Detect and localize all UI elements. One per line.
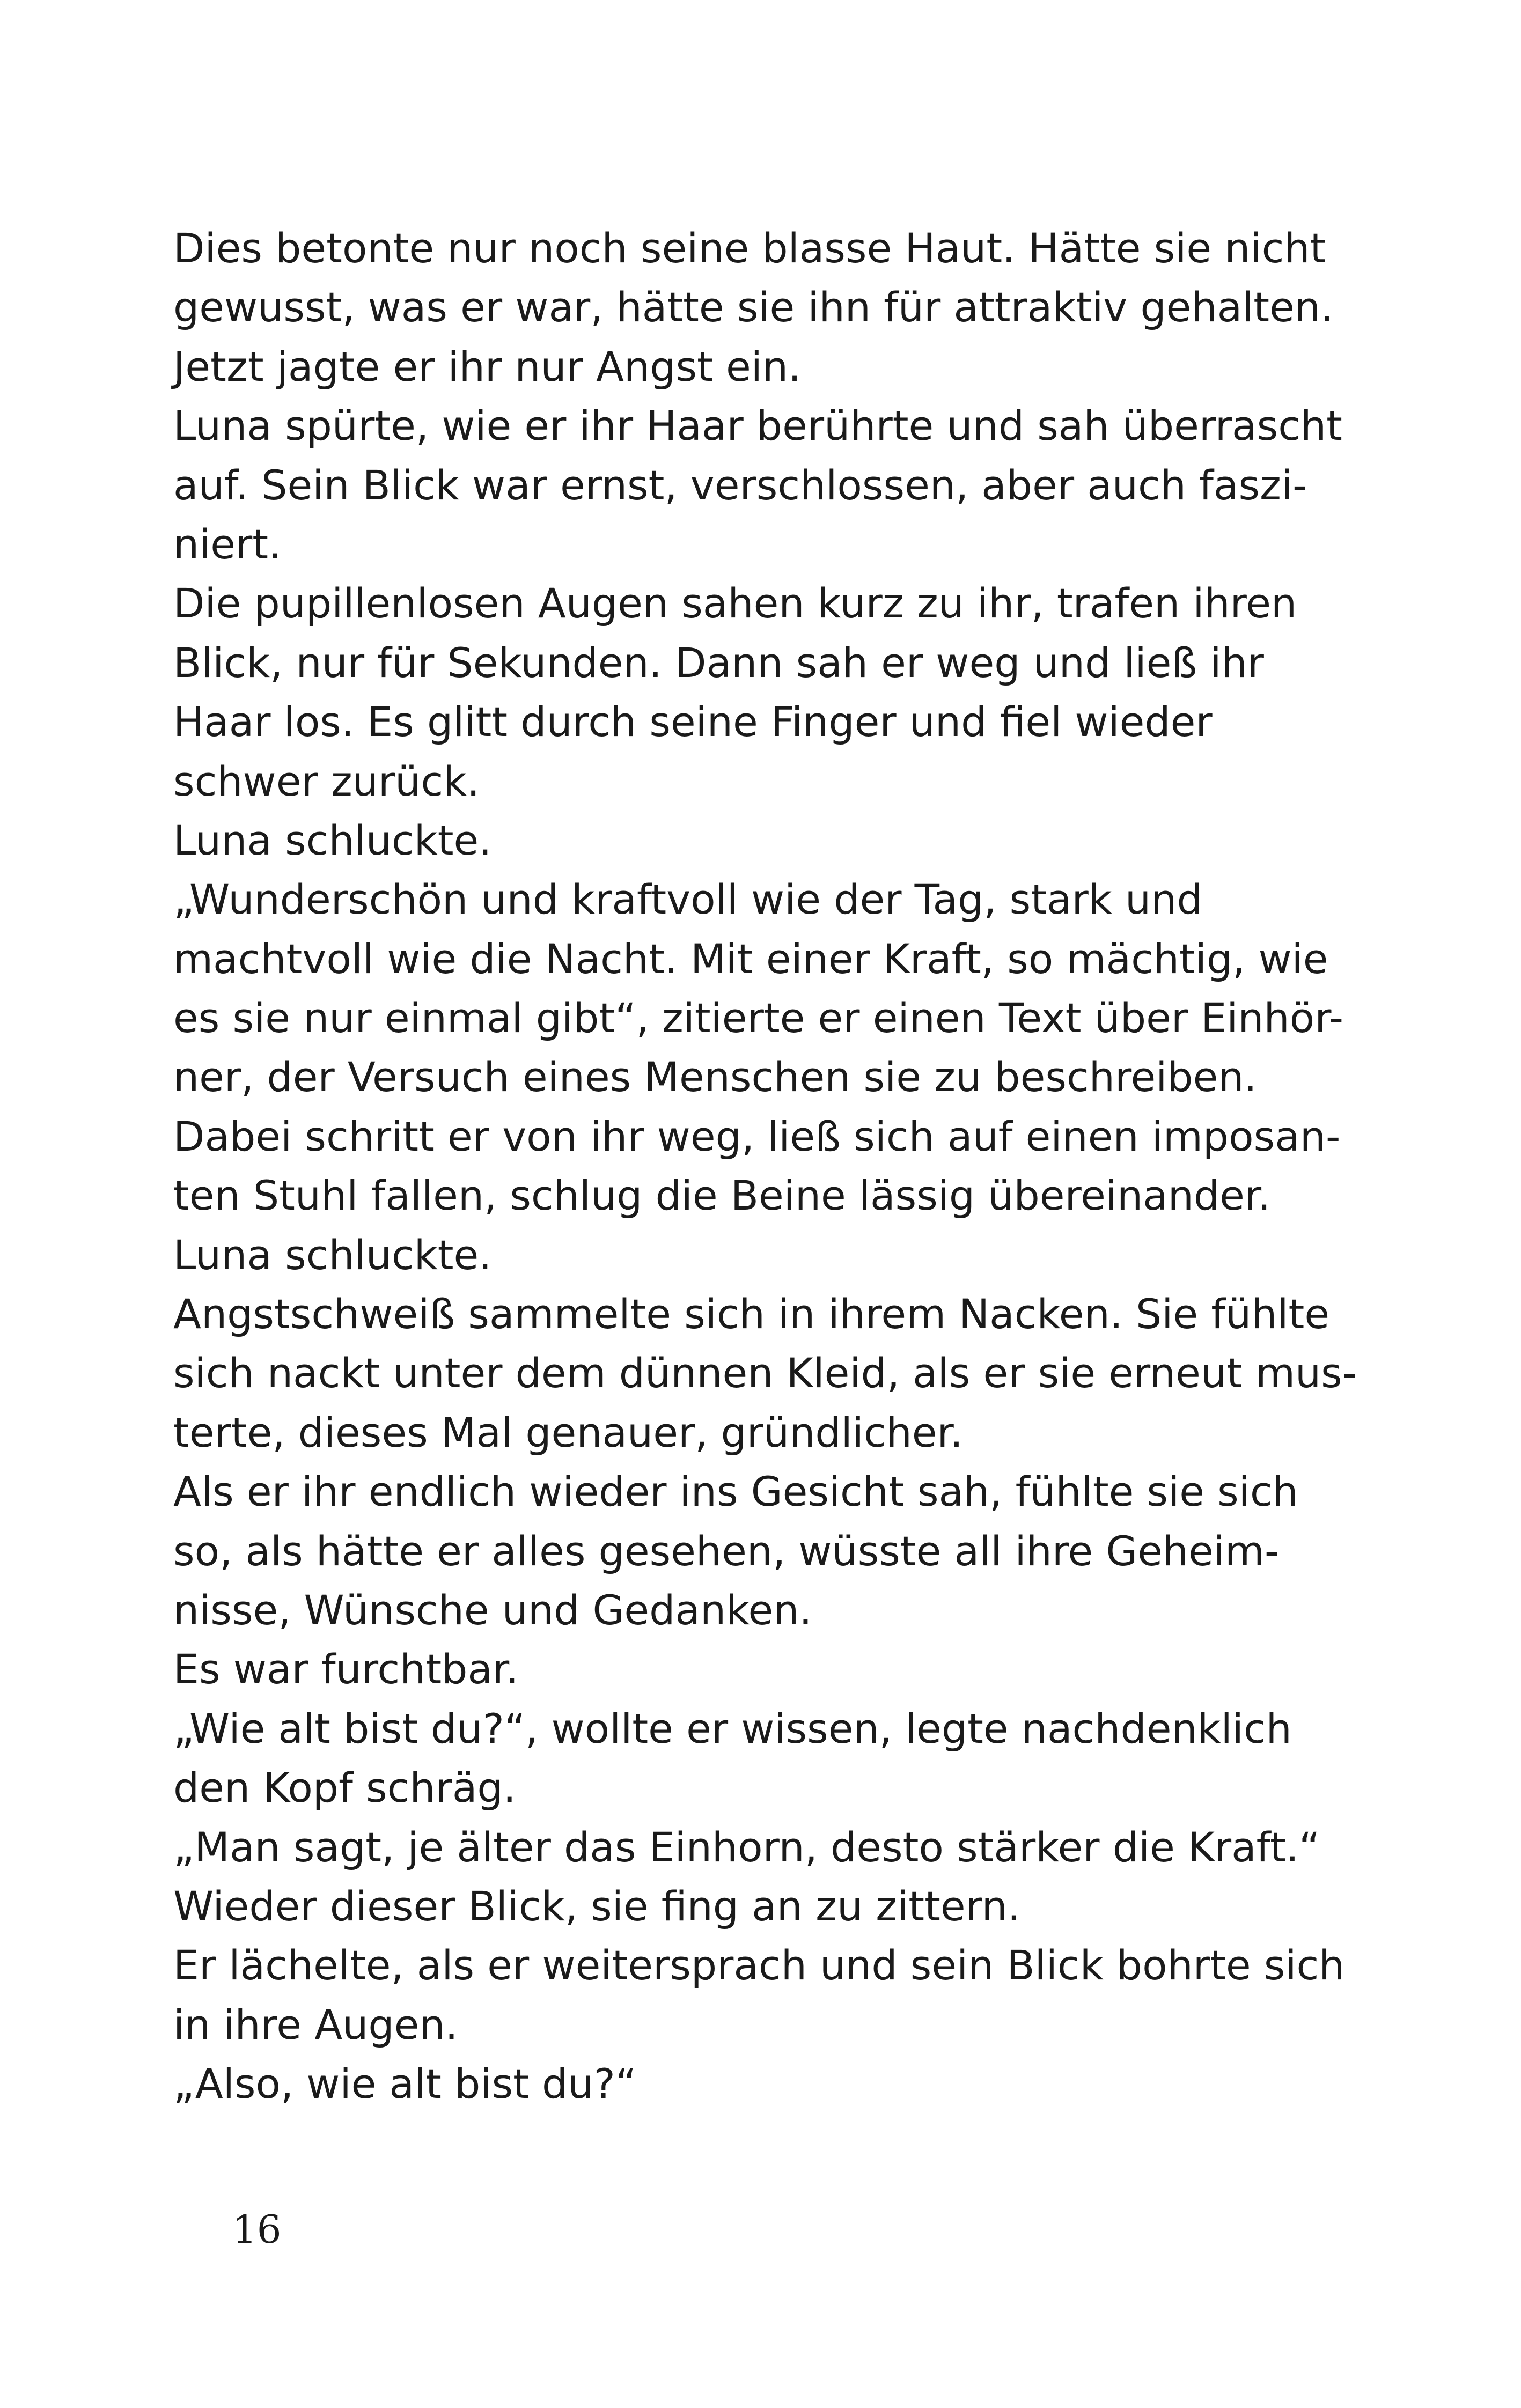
text-line: Dabei schritt er von ihr weg, ließ sich auf einen imposan-	[173, 1112, 1341, 1160]
text-line: terte, dieses Mal genauer, gründlicher.	[173, 1408, 963, 1456]
text-line: so, als hätte er alles gesehen, wüsste all ihre Geheim-	[173, 1527, 1280, 1575]
text-line: Jetzt jagte er ihr nur Angst ein.	[173, 342, 802, 391]
text-line: „Wunderschön und kraftvoll wie der Tag, stark und	[173, 875, 1203, 924]
text-line: schwer zurück.	[173, 757, 480, 805]
text-line: Dies betonte nur noch seine blasse Haut. Hätte sie nicht	[173, 224, 1326, 272]
page-number: 16	[232, 2207, 282, 2252]
text-line: „Wie alt bist du?“, wollte er wissen, legte nachdenklich	[173, 1704, 1292, 1752]
text-line: Luna schluckte.	[173, 1231, 492, 1279]
text-line: Die pupillenlosen Augen sahen kurz zu ihr, trafen ihren	[173, 579, 1297, 628]
text-line: Luna schluckte.	[173, 816, 492, 864]
text-line: Er lächelte, als er weitersprach und sein Blick bohrte sich	[173, 1941, 1345, 1990]
text-line: Luna spürte, wie er ihr Haar berührte und sah überrascht	[173, 402, 1342, 450]
text-line: in ihre Augen.	[173, 2000, 458, 2049]
text-line: Blick, nur für Sekunden. Dann sah er weg und ließ ihr	[173, 638, 1264, 687]
text-line: gewusst, was er war, hätte sie ihn für attraktiv gehalten.	[173, 283, 1334, 332]
text-line: ner, der Versuch eines Menschen sie zu beschreiben.	[173, 1053, 1257, 1101]
text-line: Wieder dieser Blick, sie fing an zu zittern.	[173, 1882, 1020, 1930]
text-line: sich nackt unter dem dünnen Kleid, als er sie erneut mus-	[173, 1349, 1357, 1397]
body-text	[173, 219, 1357, 2114]
text-line: Als er ihr endlich wieder ins Gesicht sah, fühlte sie sich	[173, 1468, 1298, 1516]
text-line: es sie nur einmal gibt“, zitierte er einen Text über Einhör-	[173, 994, 1344, 1042]
text-line: machtvoll wie die Nacht. Mit einer Kraft, so mächtig, wie	[173, 934, 1328, 983]
text-line: „Also, wie alt bist du?“	[173, 2060, 637, 2108]
text-line: auf. Sein Blick war ernst, verschlossen, aber auch faszi-	[173, 461, 1307, 509]
text-line: Angstschweiß sammelte sich in ihrem Nacken. Sie fühlte	[173, 1290, 1330, 1338]
text-line: niert.	[173, 520, 282, 568]
text-line: den Kopf schräg.	[173, 1764, 516, 1812]
text-line: ten Stuhl fallen, schlug die Beine lässig übereinander.	[173, 1172, 1271, 1220]
text-line: Haar los. Es glitt durch seine Finger und fiel wieder	[173, 698, 1213, 746]
text-line: Es war furchtbar.	[173, 1645, 519, 1693]
text-line: nisse, Wünsche und Gedanken.	[173, 1586, 812, 1634]
text-line: „Man sagt, je älter das Einhorn, desto stärker die Kraft.“	[173, 1823, 1320, 1871]
